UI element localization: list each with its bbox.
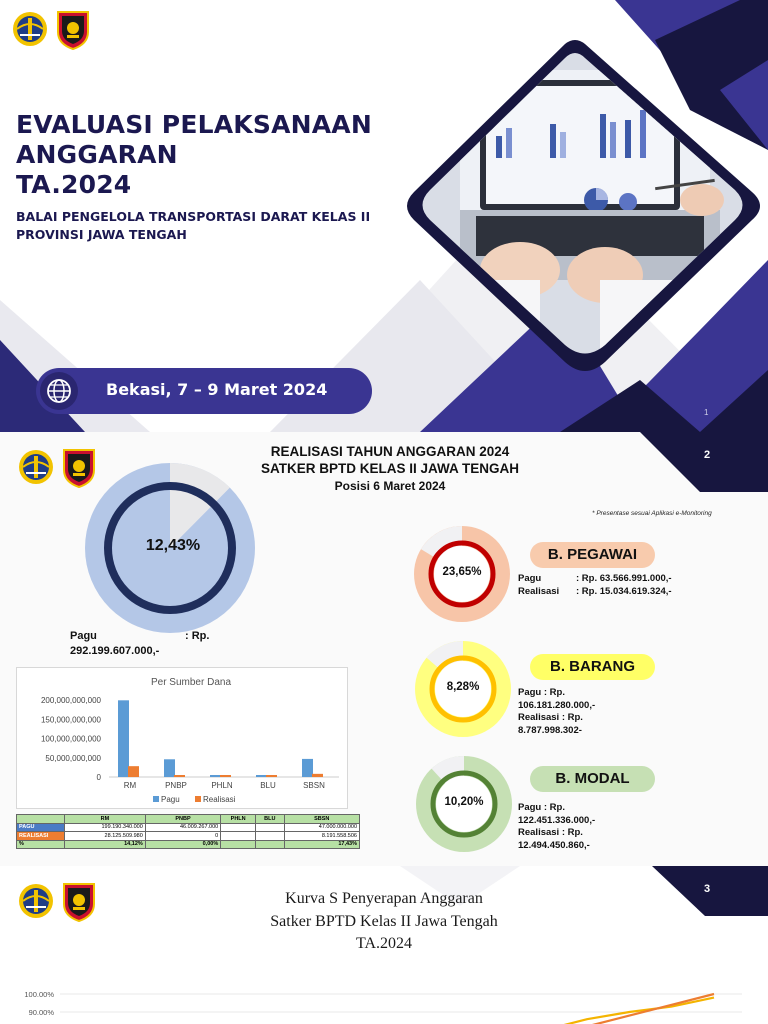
province-emblem-logo [55, 10, 91, 50]
legend-swatch-realisasi [195, 796, 201, 802]
slide-3-number: 3 [704, 883, 711, 895]
pegawai-pagu-label: Pagu [518, 573, 542, 584]
bar-pagu-pnbp [164, 759, 175, 777]
x-tick-label: SBSN [303, 781, 325, 790]
table-cell [256, 823, 284, 832]
sumber-dana-chart-panel [16, 667, 348, 809]
y-tick-label: 200,000,000,000 [40, 696, 101, 705]
table-row [17, 832, 360, 841]
modal-realisasi-text: Realisasi : Rp. 12.494.450.860,- [518, 827, 590, 851]
modal-percent-label: 10,20% [444, 796, 484, 808]
table-cell [221, 832, 256, 841]
subtitle-line-1: BALAI PENGELOLA TRANSPORTASI DARAT KELAS II [16, 209, 371, 224]
table-cell: 199.190.340.000 [65, 823, 146, 832]
laptop-photo-frame [400, 40, 765, 375]
pegawai-realisasi-value: : Rp. 15.034.619.324,- [576, 586, 672, 597]
table-header-cell: PHLN [221, 815, 256, 824]
table-cell: 0,00% [145, 840, 220, 849]
table-cell [221, 823, 256, 832]
source-note: * Presentase sesuai Aplikasi e-Monitoring [592, 510, 712, 517]
total-percent-label: 12,43% [145, 537, 201, 554]
bar-pagu-sbsn [302, 759, 313, 777]
table-header-cell: BLU [256, 815, 284, 824]
x-tick-label: RM [123, 781, 137, 790]
table-cell: 46.009.267.000 [145, 823, 220, 832]
main-title-line-2: ANGGARAN [16, 140, 178, 169]
table-cell [256, 840, 284, 849]
table-cell: 28.125.509.980 [65, 832, 146, 841]
bar-realisasi-sbsn [312, 774, 323, 777]
bar-realisasi-pnbp [174, 775, 185, 777]
y-tick-label: 150,000,000,000 [40, 715, 101, 725]
table-row [17, 840, 360, 849]
legend-swatch-pagu [153, 796, 159, 802]
table-cell [256, 832, 284, 841]
dishub-logo [12, 10, 48, 48]
table-cell: 47.000.000.000 [284, 823, 359, 832]
slide-2-title-line-2: SATKER BPTD KELAS II JAWA TENGAH [260, 461, 520, 476]
table-cell [221, 840, 256, 849]
y-tick-label: 90.00% [28, 1008, 54, 1017]
s-curve-line-1 [460, 998, 714, 1024]
pegawai-percent-label: 23,65% [442, 566, 482, 578]
table-row [17, 823, 360, 832]
table-cell: 14,12% [65, 840, 146, 849]
table-cell: 17,43% [284, 840, 359, 849]
table-header-cell: SBSN [284, 815, 359, 824]
s-curve-chart [0, 976, 768, 1024]
chart-title: Per Sumber Dana [150, 677, 232, 688]
x-tick-label: PNBP [165, 781, 187, 790]
barang-title-pill: B. BARANG [530, 654, 655, 680]
slide-2-number: 2 [704, 449, 711, 461]
y-tick-label: 0 [96, 773, 101, 782]
pegawai-realisasi-label: Realisasi [518, 586, 560, 597]
y-tick-label: 50,000,000,000 [45, 753, 101, 763]
slide-1-number: 1 [704, 408, 709, 417]
x-tick-label: BLU [260, 781, 276, 790]
bar-realisasi-rm [128, 766, 139, 777]
globe-icon [40, 372, 78, 410]
table-cell: 8.191.558.506 [284, 832, 359, 841]
modal-title-pill: B. MODAL [530, 766, 655, 792]
slide-2-title-line-1: REALISASI TAHUN ANGGARAN 2024 [270, 444, 510, 459]
slide-3-title-line-3: TA.2024 [355, 935, 413, 952]
pegawai-pagu-value: : Rp. 63.566.991.000,- [576, 573, 672, 584]
legend-label-pagu: Pagu [161, 795, 180, 804]
slide-3-title-line-2: Satker BPTD Kelas II Jawa Tengah [270, 913, 498, 930]
slide-3 [0, 866, 768, 1024]
modal-pagu-text: Pagu : Rp. 122.451.336.000,- [518, 802, 596, 826]
y-tick-label: 100,000,000,000 [40, 734, 101, 744]
subtitle-line-2: PROVINSI JAWA TENGAH [16, 227, 187, 242]
bar-pagu-phln [210, 775, 221, 777]
slide-3-title-line-1: Kurva S Penyerapan Anggaran [285, 890, 483, 907]
sumber-dana-table [16, 814, 360, 849]
slide-2-title-line-3: Posisi 6 Maret 2024 [334, 479, 446, 493]
table-header-cell: RM [65, 815, 146, 824]
table-header-cell [17, 815, 65, 824]
dishub-logo [18, 448, 54, 486]
location-date-banner [36, 368, 372, 414]
legend-label-realisasi: Realisasi [203, 795, 236, 804]
barang-pagu-text: Pagu : Rp. 106.181.280.000,- [518, 687, 596, 711]
bar-pagu-rm [118, 700, 129, 777]
main-title-line-1: EVALUASI PELAKSANAAN [16, 110, 372, 139]
dishub-logo [18, 882, 54, 920]
barang-realisasi-text: Realisasi : Rp. 8.787.998.302- [518, 712, 583, 736]
table-header-row [17, 815, 360, 824]
table-cell: % [17, 840, 65, 849]
bar-pagu-blu [256, 775, 267, 777]
province-emblem-logo [61, 882, 97, 922]
y-tick-label: 100.00% [24, 990, 54, 999]
table-cell: PAGU [17, 823, 65, 832]
barang-percent-label: 8,28% [446, 681, 480, 693]
location-date-text: Bekasi, 7 – 9 Maret 2024 [106, 380, 328, 399]
x-tick-label: PHLN [211, 781, 233, 790]
table-header-cell: PNBP [145, 815, 220, 824]
sumber-dana-bar-chart [17, 668, 349, 810]
total-pagu-amount: 292.199.607.000,- [70, 645, 160, 657]
table-cell: REALISASI [17, 832, 65, 841]
bar-realisasi-phln [220, 775, 231, 777]
table-cell: 0 [145, 832, 220, 841]
main-title-line-3: TA.2024 [16, 170, 132, 199]
slide-1 [0, 0, 768, 432]
total-pagu-colon: : Rp. [185, 630, 210, 642]
slide-2 [0, 432, 768, 866]
bar-realisasi-blu [266, 775, 277, 777]
total-pagu-label: Pagu [70, 630, 97, 642]
pegawai-title-pill: B. PEGAWAI [530, 542, 655, 568]
